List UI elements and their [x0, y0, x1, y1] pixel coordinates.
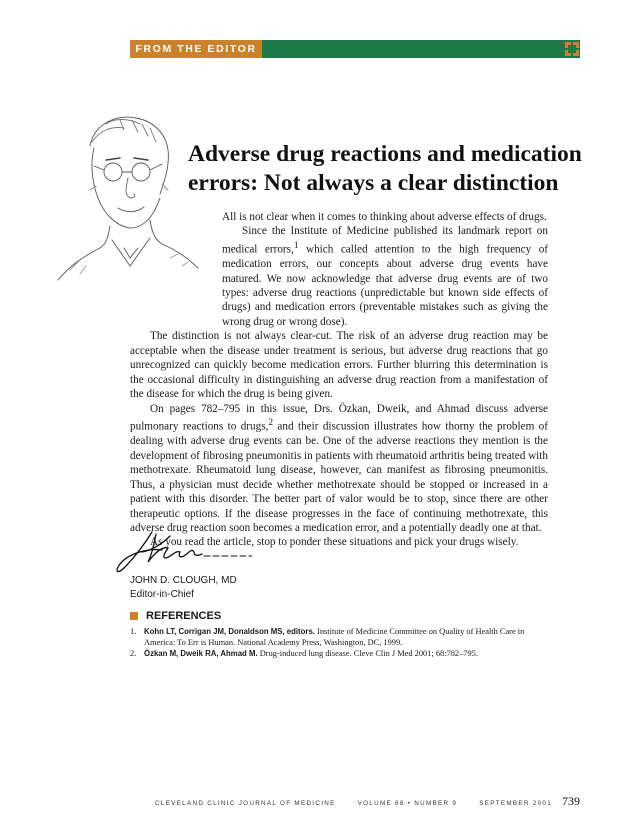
body-paragraph: The distinction is not always clear-cut. The risk of an adverse drug reaction may be acceptable when the disease under treatment is serious, but adverse drug reactions that go unrecognized can quickly become medication errors. Further blurring this determination is the occasional difficulty in distinguishing an adverse drug reaction from a manifestation of the disease for which the drug is being given. — [130, 330, 548, 401]
reference-text: Kohn LT, Corrigan JM, Donaldson MS, editors. Institute of Medicine Committee on Quality of Health Care in America: To Err is Human. National Academy Press, Washington, DC, 1999. — [144, 627, 525, 647]
issue-date: SEPTEMBER 2001 — [479, 800, 552, 807]
citation-mark: 1 — [293, 240, 299, 251]
editor-name: JOHN D. CLOUGH, MD — [130, 575, 237, 586]
section-banner — [130, 40, 580, 58]
references-heading: REFERENCES — [130, 610, 221, 622]
article-title — [188, 140, 608, 198]
reference-number: 2. — [130, 649, 137, 659]
reference-text: Özkan M, Dweik RA, Ahmad M. Drug-induced lung disease. Cleve Clin J Med 2001; 68:782–795. — [144, 649, 478, 659]
page-footer — [155, 794, 580, 809]
body-paragraph: All is not clear when it comes to thinking about adverse effects of drugs. — [222, 211, 547, 223]
signature-block — [130, 574, 237, 602]
body-paragraph: As you read the article, stop to ponder these situations and pick your drugs wisely. — [150, 536, 519, 549]
journal-name: CLEVELAND CLINIC JOURNAL OF MEDICINE — [155, 800, 336, 807]
body-paragraph: On pages 782–795 in this issue, Drs. Özkan, Dweik, and Ahmad discuss adverse pulmonary reactions to drugs,$^2$ and their discussion illustrates how thorny the problem of dealing with adverse drug events can be. One of the adverse reactions they mention is the development of fibrosing pneumonitis in patients with rheumatoid arthritis being treated with methotrexate. Rheumatoid lung disease, however, can manifest as fibrosing pneumonitis. Thus, a physician must decide whether methotrexate should be stopped or increased in a patient with this disorder. The better part of valor would be to stop, since there are other therapeutic options. If the disease progresses in the face of continuing methotrexate, this adverse drug reaction soon becomes a medication error, and a potentially deadly one at that. — [130, 402, 548, 534]
reference-item — [130, 627, 550, 648]
references-list — [130, 627, 550, 661]
body-paragraph: Since the Institute of Medicine published its landmark report on medical errors,$^1$ which called attention to the high frequency of medication errors, our concepts about adverse drug events have matured. We now acknowledge that adverse drug events are of two types: adverse drug reactions (unpredictable but known side effects of drugs) and medication errors (preventable mistakes such as giving the wrong drug or wrong dose). — [222, 225, 549, 328]
reference-authors: Özkan M, Dweik RA, Ahmad M. — [144, 649, 258, 659]
editor-signature — [112, 528, 252, 576]
reference-authors: Kohn LT, Corrigan JM, Donaldson MS, editors. — [144, 627, 315, 636]
issue-info: VOLUME 68 • NUMBER 9 — [357, 800, 458, 807]
title-line-2: errors: Not always a clear distinction — [188, 170, 559, 196]
title-line-1: Adverse drug reactions and medication — [188, 141, 582, 167]
citation-mark: 2 — [268, 418, 274, 429]
section-label: FROM THE EDITOR — [130, 40, 262, 58]
page-number: 739 — [562, 794, 580, 808]
reference-item — [130, 649, 550, 660]
ornament-icon — [564, 41, 580, 57]
editor-title: Editor-in-Chief — [130, 589, 194, 600]
article-body — [130, 210, 548, 550]
bullet-square-icon — [130, 612, 138, 620]
reference-number: 1. — [130, 627, 137, 636]
